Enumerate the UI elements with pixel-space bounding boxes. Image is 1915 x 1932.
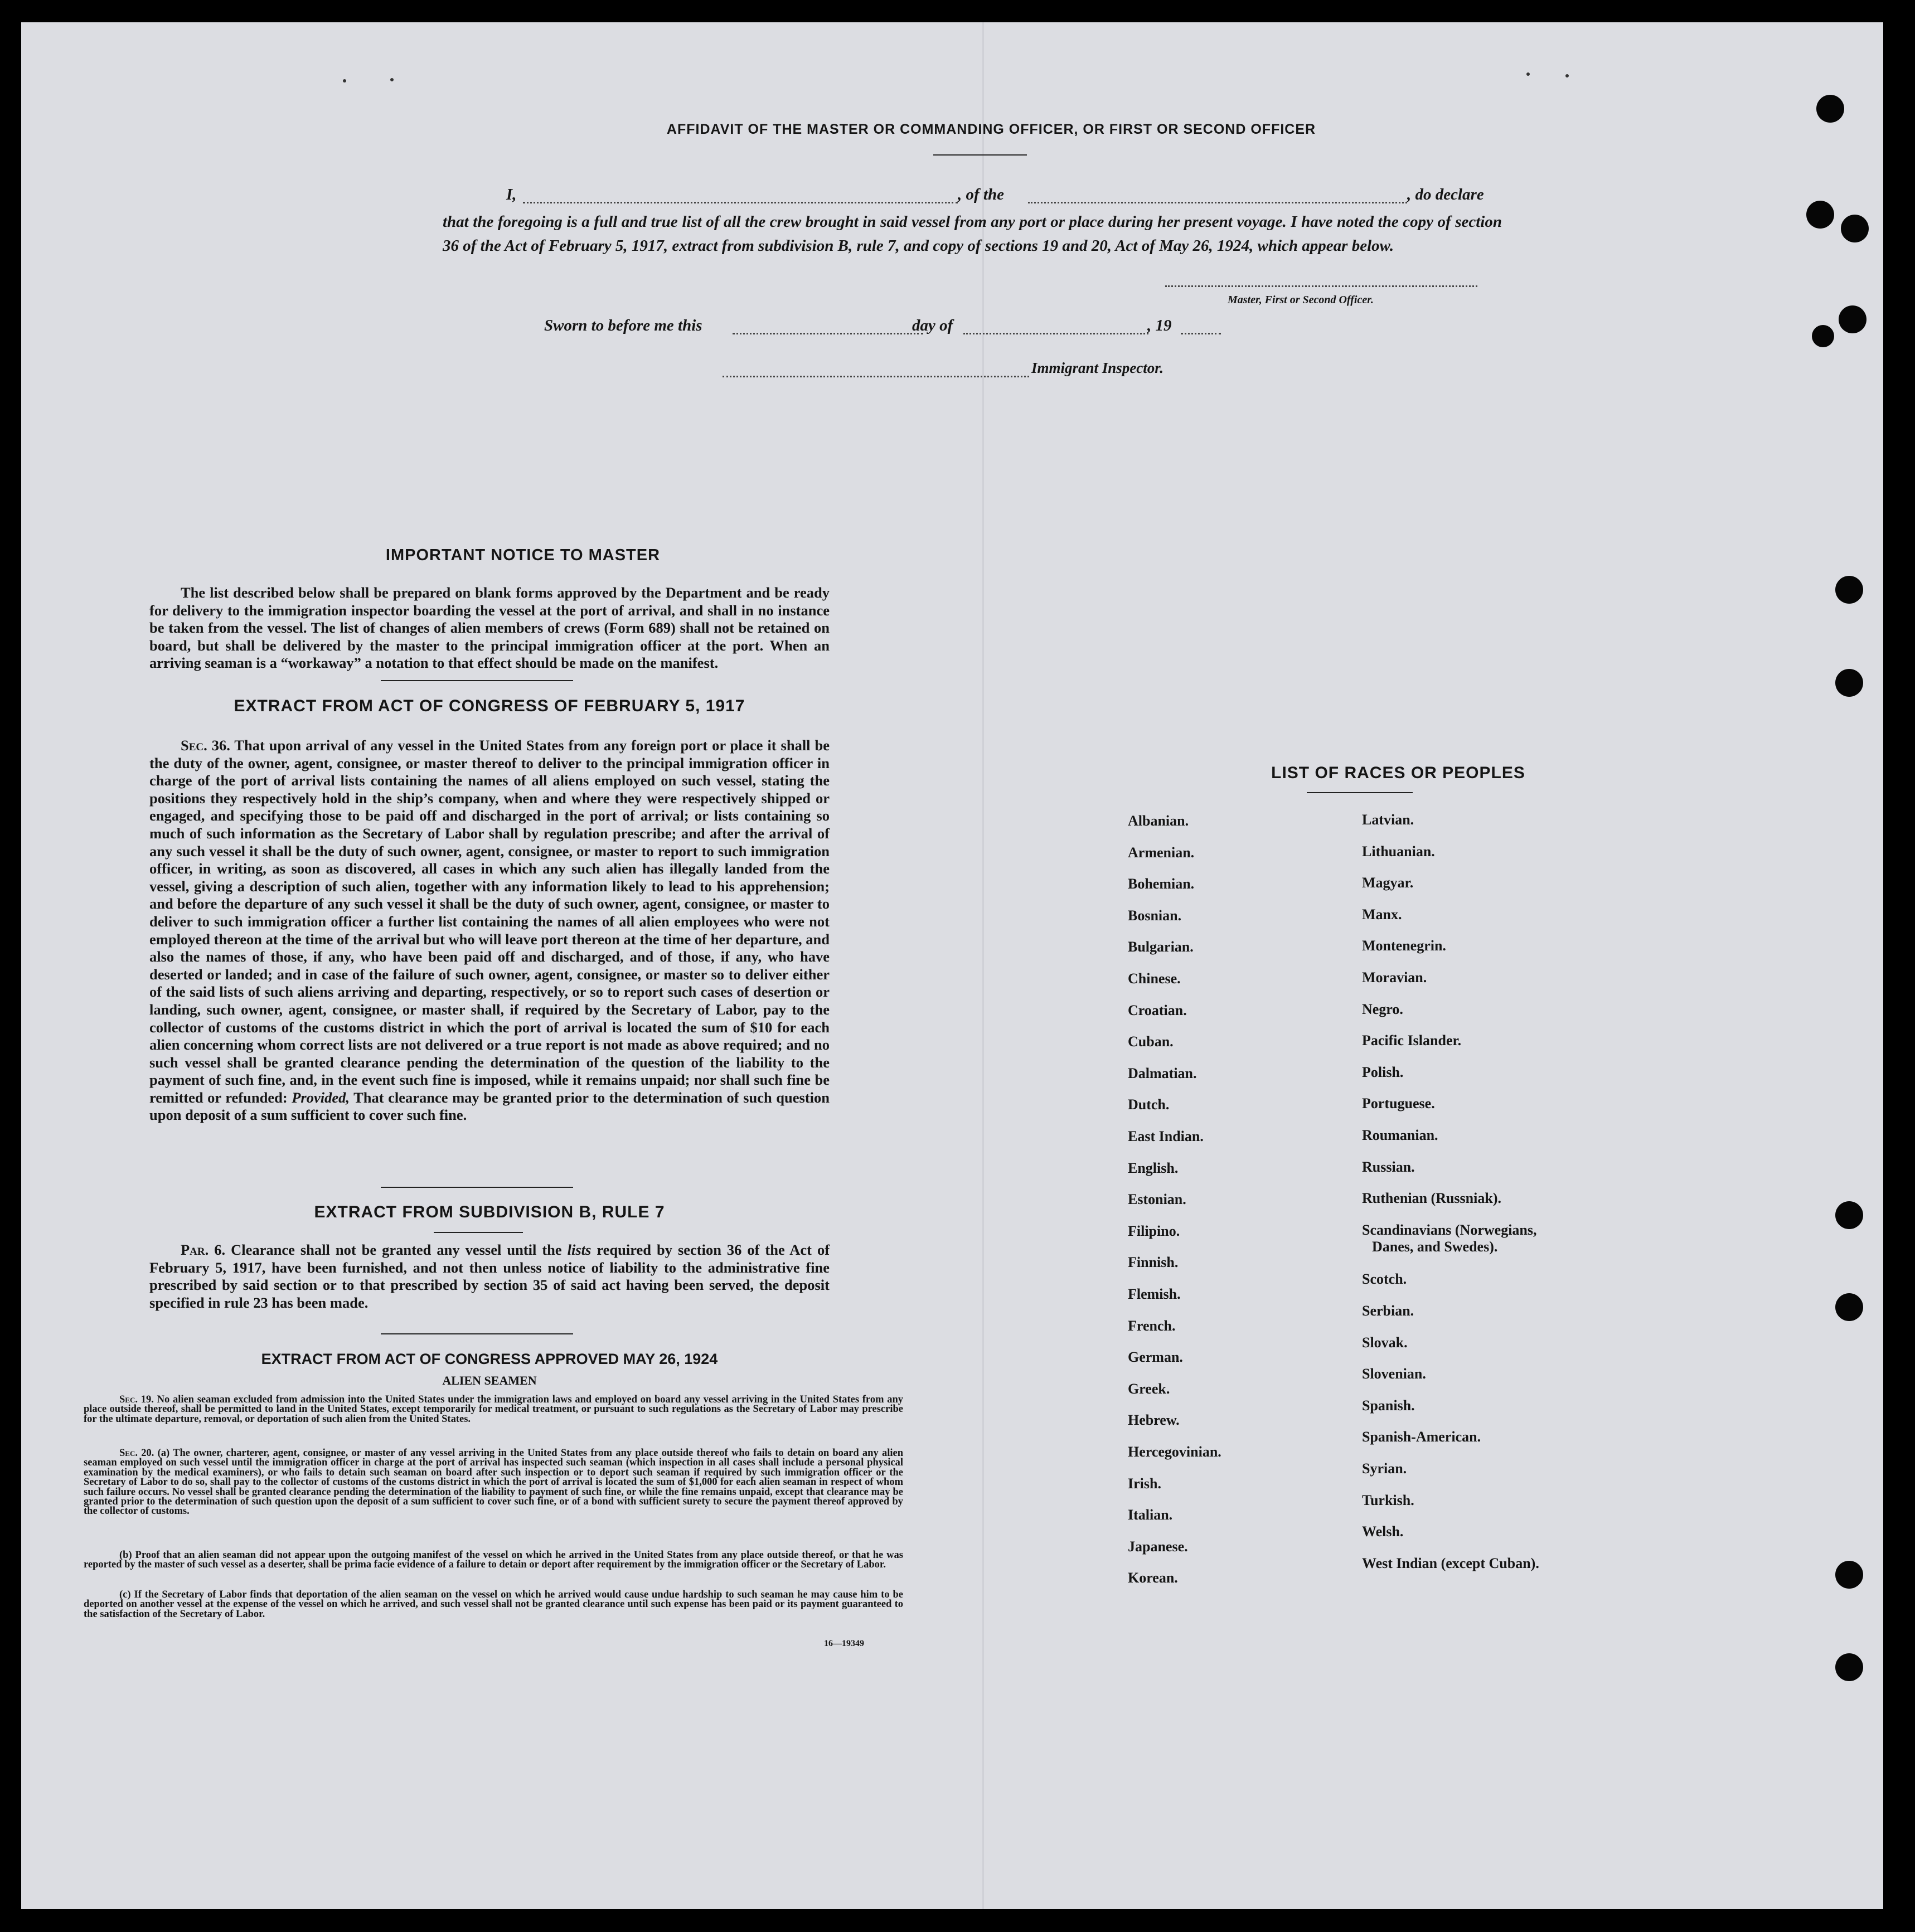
- race-entry: Hebrew.: [1128, 1412, 1180, 1429]
- sec20-label: Sec. 20.: [119, 1448, 154, 1459]
- race-entry: Danes, and Swedes).: [1372, 1238, 1498, 1255]
- races-title: LIST OF RACES OR PEOPLES: [1271, 764, 1525, 782]
- race-entry: Moravian.: [1362, 969, 1427, 986]
- binder-hole: [1835, 1201, 1863, 1229]
- binder-hole: [1835, 1561, 1863, 1589]
- rule-7-title: EXTRACT FROM SUBDIVISION B, RULE 7: [314, 1203, 665, 1221]
- race-entry: Korean.: [1128, 1570, 1178, 1586]
- race-entry: English.: [1128, 1159, 1179, 1176]
- divider: [381, 680, 573, 681]
- inspector-blank: [723, 376, 1029, 377]
- par6-text-b: required by section 36 of the Act of February 5, 1917, have been furnished, and not then unless notice of liability to the administrative fine prescribed by said section or to that prescribed by section 35 of said act having been served, the deposit specified in rule 23 has been made.: [149, 1241, 830, 1311]
- par-label: Par. 6.: [181, 1241, 226, 1258]
- speck: [390, 78, 394, 81]
- race-entry: Scotch.: [1362, 1271, 1407, 1288]
- sec-19: [84, 1395, 903, 1424]
- race-entry: Portuguese.: [1362, 1095, 1435, 1112]
- race-entry: Welsh.: [1362, 1523, 1404, 1540]
- race-entry: Manx.: [1362, 906, 1402, 923]
- race-entry: Bulgarian.: [1128, 939, 1194, 955]
- proviso-word: Provided,: [292, 1089, 350, 1106]
- sec36-text: That upon arrival of any vessel in the United States from any foreign port or place it shall be the duty of the owner, agent, consignee, or master thereof to deliver to the principal immigration officer in charge of the port of arrival lists containing the names of all aliens employed on such vessel, stating the positions they respectively hold in the ship’s company, when and where they were respectively shipped or engaged, and specifying those to be paid off and discharged in the port of arrival; or lists containing so much of such information as the Secretary of Labor shall by regulation prescribe; and after the arrival of any such vessel it shall be the duty of such owner, agent, consignee, or master to report to such immigration officer, in writing, as soon as discovered, all cases in which any such alien has illegally landed from the vessel, giving a description of such alien, together with any information likely to lead to his apprehension; and before the departure of any such vessel it shall be the duty of such owner, agent, consignee, or master to deliver to such immigration officer a further list containing the names of all alien employees who were not employed thereon at the time of the arrival but who will leave port thereon at the time of her departure, and also the names of those, if any, who have been paid off and discharged, and of those, if any, who have deserted or landed; and in case of the failure of such owner, agent, consignee, or master so to deliver either of the said lists of such aliens arriving and departing, respectively, or so to report such cases of desertion or landing, such owner, agent, consignee, or master shall, if required by the Secretary of Labor, pay to the collector of customs of the customs district in which the port of arrival is located the sum of $10 for each alien concerning whom correct lists are not delivered or a true report is not made as above required; and no such vessel shall be granted clearance pending the determination of the question of the liability to the payment of such fine, and, in the event such fine is imposed, while it remains unpaid; nor shall such fine be remitted or refunded:: [149, 737, 830, 1106]
- race-entry: German.: [1128, 1349, 1183, 1366]
- race-entry: Pacific Islander.: [1362, 1032, 1462, 1049]
- race-entry: Spanish-American.: [1362, 1429, 1481, 1445]
- act-1924-title: EXTRACT FROM ACT OF CONGRESS APPROVED MAY 26, 1924: [261, 1351, 718, 1367]
- day-blank: [733, 333, 923, 334]
- race-entry: Italian.: [1128, 1507, 1173, 1523]
- race-entry: West Indian (except Cuban).: [1362, 1555, 1539, 1571]
- race-entry: Syrian.: [1362, 1460, 1407, 1477]
- notice-text: The list described below shall be prepared on blank forms approved by the Department and be ready for delivery to the immigration inspector boarding the vessel at the port of arrival, and shall in no instance be taken from the vessel. The list of changes of alien members of crews (Form 689) shall not be retained on board, but shall be delivered by the master to the principal immigration officer at the port. When an arriving seaman is a “workaway” a notation to that effect should be made on the manifest.: [149, 584, 830, 672]
- race-entry: Flemish.: [1128, 1286, 1181, 1302]
- notice-title: IMPORTANT NOTICE TO MASTER: [385, 546, 661, 564]
- binder-hole: [1835, 576, 1863, 604]
- sworn-label: Sworn to before me this: [544, 317, 702, 334]
- affidavit-i-label: I,: [506, 186, 517, 203]
- affidavit-title: AFFIDAVIT OF THE MASTER OR COMMANDING OFFICER, OR FIRST OR SECOND OFFICER: [666, 122, 1316, 137]
- affidavit-declaration: that the foregoing is a full and true list of all the crew brought in said vessel from any port or place during her present voyage. I have noted the copy of section 36 of the Act of February 5, 1917, extract from subdivision B, rule 7, and copy of sections 19 and 20, Act of May 26, 1924, which appear below.: [443, 213, 1502, 255]
- race-entry: Finnish.: [1128, 1254, 1179, 1271]
- divider: [381, 1333, 573, 1334]
- par6-text-a: Clearance shall not be granted any vessel until the: [231, 1241, 562, 1258]
- act-1917-sec36: [149, 737, 830, 1124]
- race-entry: Ruthenian (Russniak).: [1362, 1190, 1501, 1207]
- race-entry: Negro.: [1362, 1001, 1403, 1017]
- sec19-label: Sec. 19.: [119, 1394, 154, 1405]
- act-1924-subtitle: ALIEN SEAMEN: [442, 1373, 537, 1387]
- race-entry: Greek.: [1128, 1380, 1170, 1397]
- race-entry: Chinese.: [1128, 970, 1181, 987]
- section-label: Sec. 36.: [181, 737, 230, 754]
- race-entry: Lithuanian.: [1362, 843, 1435, 860]
- race-entry: Magyar.: [1362, 875, 1414, 891]
- binder-hole: [1812, 325, 1834, 347]
- race-entry: Japanese.: [1128, 1538, 1188, 1555]
- race-entry: Montenegrin.: [1362, 938, 1446, 954]
- divider: [933, 154, 1027, 156]
- binder-hole: [1806, 201, 1834, 229]
- document-sheet: [21, 22, 1883, 1909]
- race-entry: Irish.: [1128, 1475, 1161, 1492]
- affidavit-do-declare-label: , do declare: [1407, 186, 1484, 203]
- race-entry: Bosnian.: [1128, 907, 1182, 924]
- year-blank: [1181, 333, 1221, 334]
- race-entry: Dutch.: [1128, 1096, 1170, 1113]
- divider: [434, 1232, 523, 1233]
- form-number: 16—19349: [824, 1639, 864, 1648]
- race-entry: Bohemian.: [1128, 876, 1195, 892]
- binder-hole: [1835, 1293, 1863, 1321]
- race-entry: Slovenian.: [1362, 1366, 1426, 1382]
- race-entry: Roumanian.: [1362, 1127, 1438, 1143]
- binder-hole: [1816, 95, 1844, 123]
- day-of-label: day of: [912, 317, 953, 334]
- divider: [1307, 792, 1413, 793]
- speck: [1565, 74, 1569, 77]
- name-blank: [523, 202, 958, 203]
- race-entry: Slovak.: [1362, 1334, 1408, 1351]
- sec19-text: No alien seaman excluded from admission into the United States under the immigration laws and employed on board any vessel arriving in the United States from any place outside thereof, shall be permitted to land in the United States, except temporarily for medical treatment, or pursuant to such regulations as the Secretary of Labor may prescribe for the ultimate departure, removal, or deportation of such alien from the United States.: [84, 1394, 904, 1425]
- inspector-caption: Immigrant Inspector.: [1031, 360, 1164, 376]
- race-entry: Armenian.: [1128, 844, 1195, 861]
- binder-hole: [1835, 1653, 1863, 1681]
- race-entry: Scandinavians (Norwegians,: [1362, 1221, 1537, 1238]
- race-entry: East Indian.: [1128, 1128, 1204, 1144]
- sec-20b: (b) Proof that an alien seaman did not appear upon the outgoing manifest of the vessel on which he arrived in the United States from any place outside thereof, or that he was reported by the master of such vessel as a deserter, shall be prima facie evidence of a failure to detain or deport after requirement by the immigration officer or the Secretary of Labor.: [84, 1550, 903, 1571]
- sec20a-text: (a) The owner, charterer, agent, consignee, or master of any vessel arriving in the United States from any place outside thereof who fails to detain on board any alien seaman employed on such vessel until the immigration officer in charge at the port of arrival has inspected such seaman (which inspection in all cases shall include a personal physical examination by the medical examiners), or who fails to detain such seaman on board after such inspection or to deport such seaman if required by such immigration officer or the Secretary of Labor to do so, shall pay to the collector of customs of the customs district in which the port of arrival is located the sum of $1,000 for each alien seaman in respect of whom such failure occurs. No vessel shall be granted clearance pending the determination of the liability to payment of such fine, or while the fine remains unpaid, except that clearance may be granted prior to the determination of such question upon the deposit of a sum sufficient to cover such fine, or of a bond with sufficient surety to secure the payment thereof approved by the collector of customs.: [84, 1448, 904, 1517]
- sec-20c: (c) If the Secretary of Labor finds that deportation of the alien seaman on the vessel on which he arrived would cause undue hardship to such seaman he may cause him to be deported on another vessel at the expense of the vessel on which he arrived, and such vessel shall not be granted clearance until such expense has been paid or its payment guaranteed to the satisfaction of the Secretary of Labor.: [84, 1589, 903, 1620]
- sec-20a: [84, 1449, 903, 1517]
- race-entry: Serbian.: [1362, 1303, 1414, 1319]
- affidavit-of-the-label: , of the: [958, 186, 1004, 203]
- race-entry: Polish.: [1362, 1064, 1404, 1080]
- race-entry: French.: [1128, 1317, 1176, 1334]
- race-entry: Cuban.: [1128, 1033, 1174, 1050]
- race-entry: Croatian.: [1128, 1002, 1187, 1018]
- rule-7-par6: [149, 1241, 830, 1312]
- year-label: , 19: [1147, 317, 1172, 334]
- race-entry: Turkish.: [1362, 1492, 1414, 1508]
- race-entry: Albanian.: [1128, 813, 1189, 829]
- speck: [343, 79, 346, 82]
- race-entry: Spanish.: [1362, 1397, 1415, 1414]
- race-entry: Dalmatian.: [1128, 1065, 1197, 1081]
- race-entry: Hercegovinian.: [1128, 1444, 1221, 1460]
- act-1917-title: EXTRACT FROM ACT OF CONGRESS OF FEBRUARY 5, 1917: [234, 697, 745, 715]
- month-blank: [963, 333, 1148, 334]
- binder-hole: [1835, 669, 1863, 697]
- signature-caption: Master, First or Second Officer.: [1228, 294, 1374, 306]
- speck: [1526, 72, 1530, 76]
- race-entry: Filipino.: [1128, 1222, 1180, 1239]
- race-entry: Latvian.: [1362, 812, 1414, 828]
- divider: [381, 1187, 573, 1188]
- page-fold: [982, 22, 984, 1909]
- signature-blank: [1165, 285, 1477, 287]
- sec36-text-end: That clearance may be granted prior to the determination of such question upon deposit of a sum sufficient to cover such fine.: [149, 1089, 830, 1124]
- vessel-blank: [1028, 202, 1407, 203]
- race-entry: Estonian.: [1128, 1191, 1186, 1208]
- binder-hole: [1839, 305, 1866, 333]
- lists-word: lists: [567, 1241, 592, 1258]
- race-entry: Russian.: [1362, 1158, 1415, 1175]
- binder-hole: [1841, 215, 1869, 242]
